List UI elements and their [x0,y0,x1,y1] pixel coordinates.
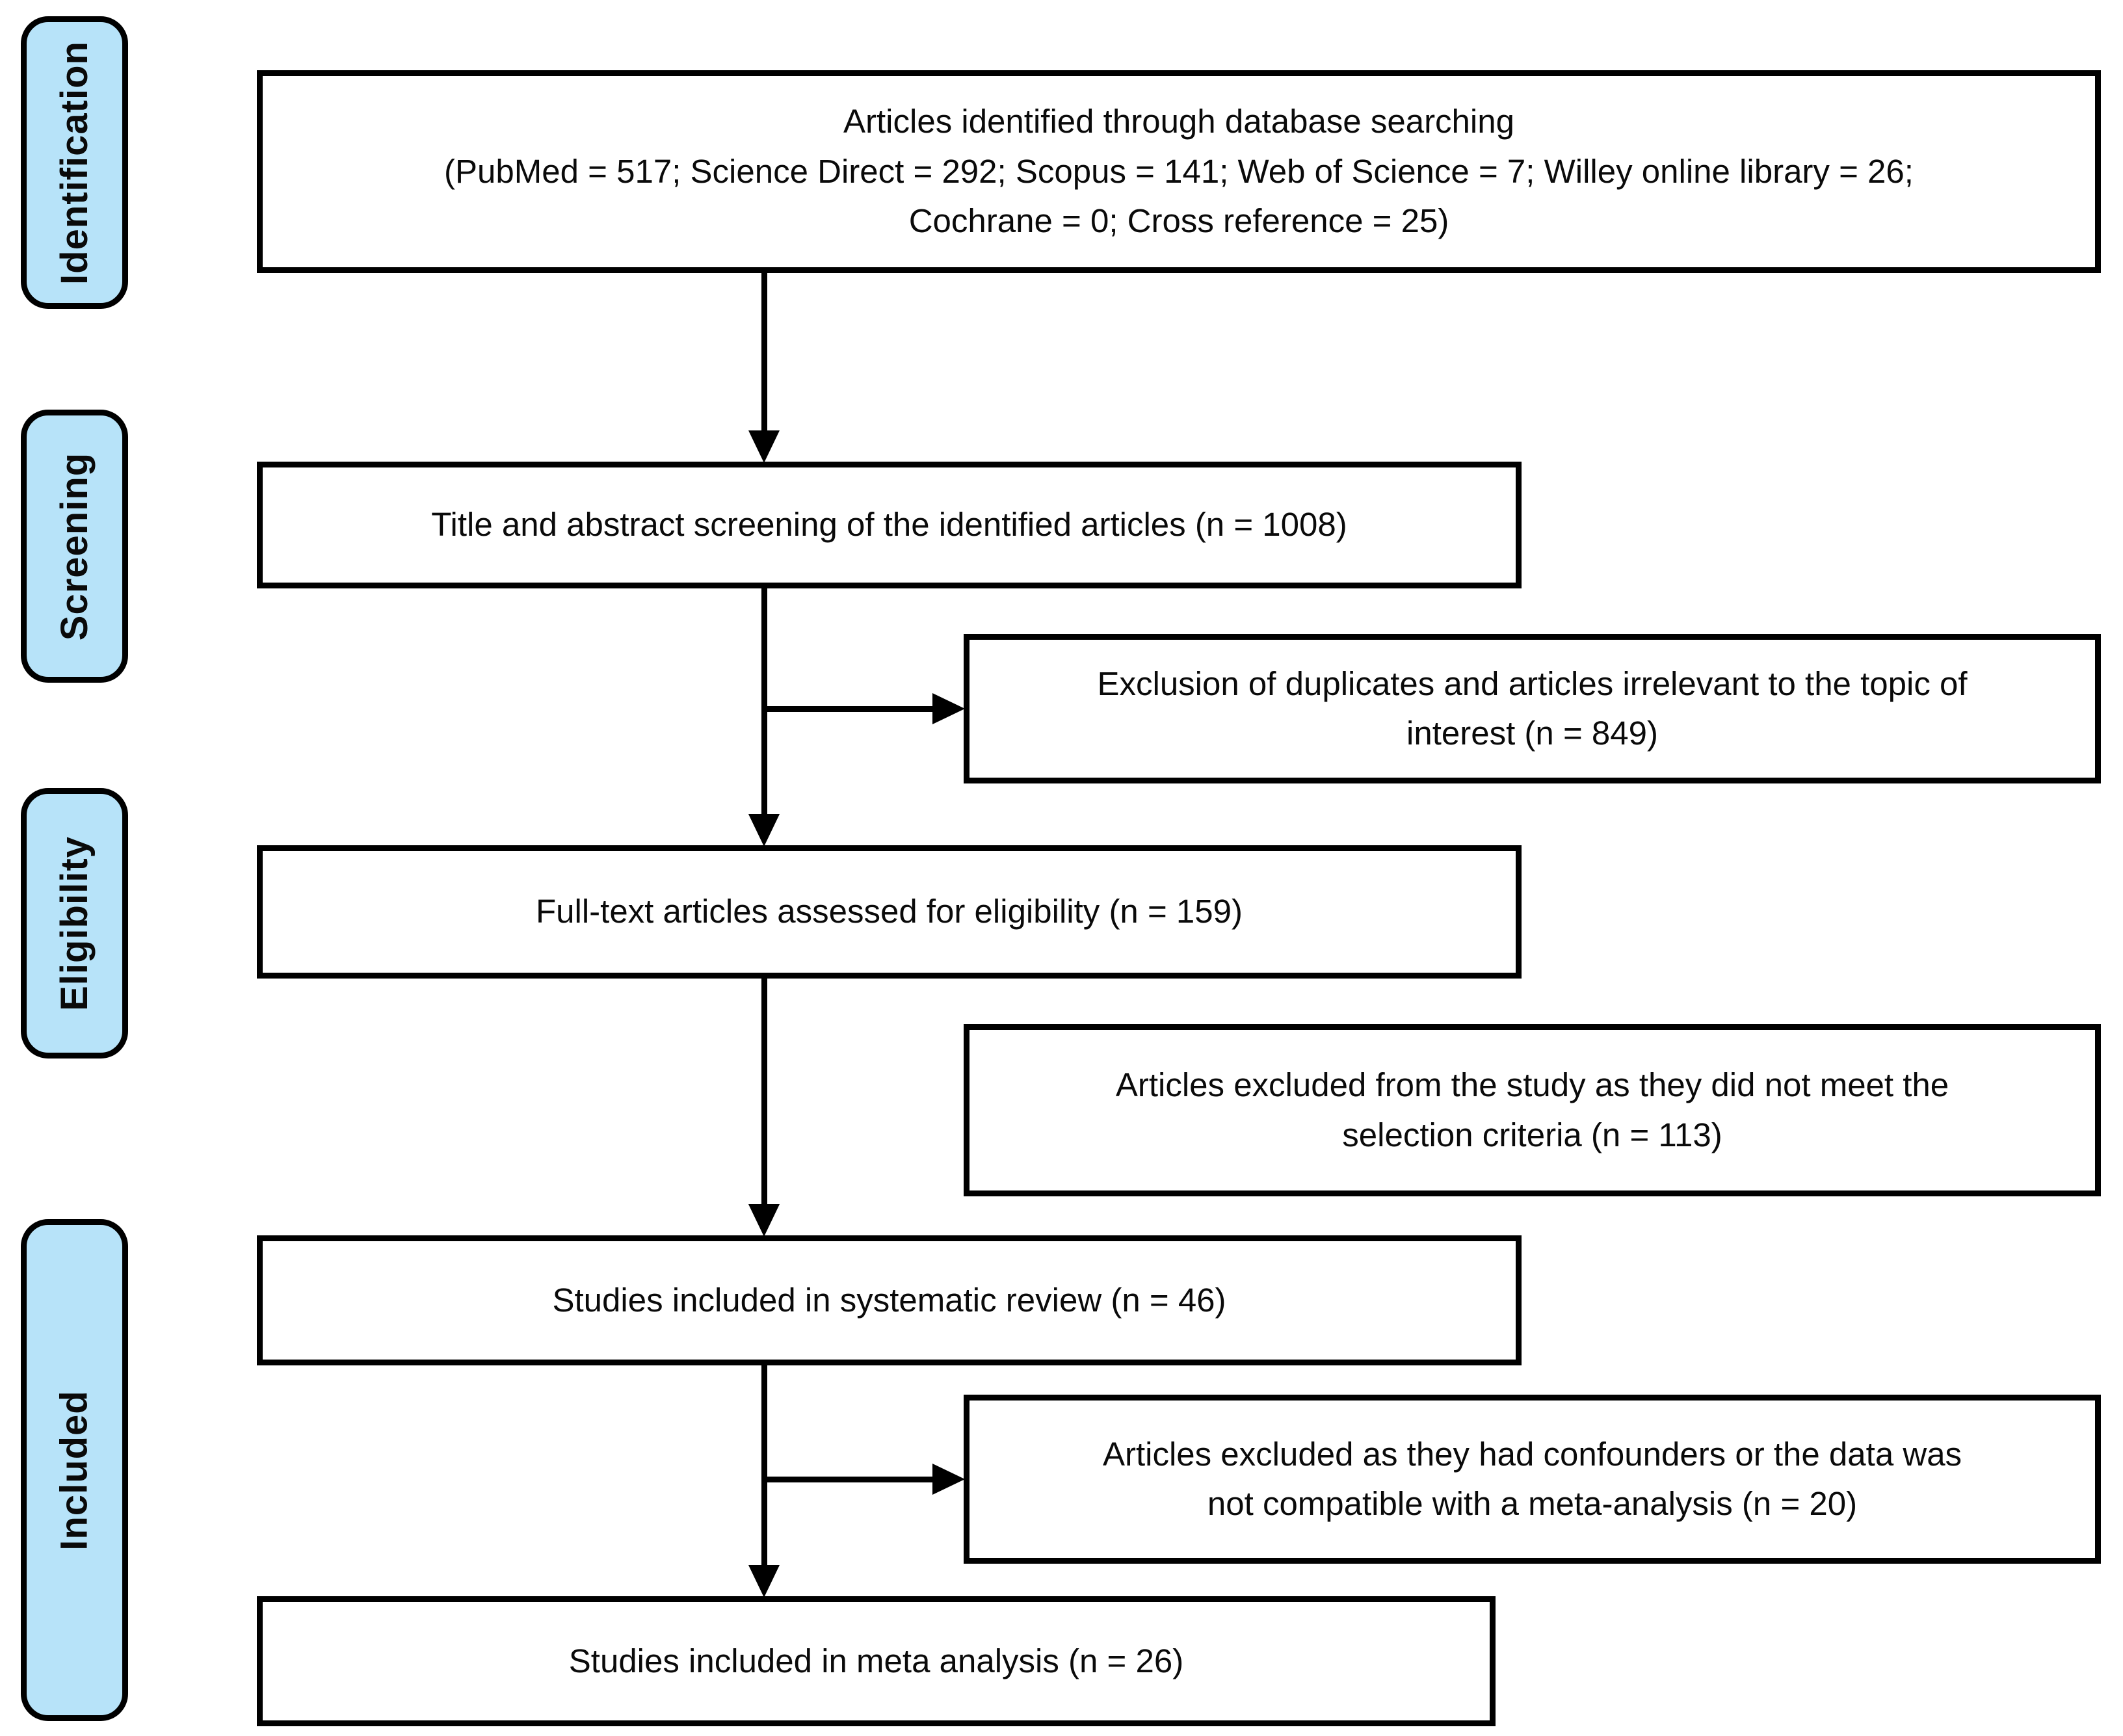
arrow-screening-to-fulltext-head-icon [748,814,780,847]
box-exclusion-confounders-text: Articles excluded as they had confounders or the data was not compatible with a meta-analysis (n = 20) [1102,1435,1962,1522]
stage-identification [21,16,128,309]
box-exclusion-duplicates [964,634,2101,783]
branch-to-exclusion-confounders-head-icon [932,1464,965,1495]
box-exclusion-duplicates-text: Exclusion of duplicates and articles irrelevant to the topic of interest (n = 849) [1097,664,1968,752]
box-systematic-review-text: Studies included in systematic review (n = 46) [552,1281,1226,1319]
box-articles-identified [257,70,2101,273]
box-systematic-review [257,1235,1522,1365]
arrow-systematic-to-meta-head-icon [748,1565,780,1598]
arrow-identified-to-screening-line [761,273,767,433]
stage-included-label: Included [53,1389,96,1551]
branch-to-exclusion-duplicates-line [764,706,934,712]
stage-screening [21,410,128,683]
box-articles-identified-title: Articles identified through database searching [843,103,1514,140]
arrow-systematic-to-meta-line [761,1365,767,1566]
stage-eligibility [21,788,128,1059]
stage-eligibility-label: Eligibility [53,835,96,1011]
box-exclusion-selection-criteria [964,1024,2101,1196]
arrow-screening-to-fulltext-line [761,588,767,817]
box-meta-analysis [257,1596,1496,1726]
stage-screening-label: Screening [53,452,96,640]
box-meta-analysis-text: Studies included in meta analysis (n = 26) [568,1642,1184,1679]
box-exclusion-confounders [964,1395,2101,1564]
box-articles-identified-detail: (PubMed = 517; Science Direct = 292; Scopus = 141; Web of Science = 7; Willey online library = 26; Cochrane = 0; Cross reference = 25) [444,152,1914,240]
arrow-fulltext-to-systematic-head-icon [748,1204,780,1237]
branch-to-exclusion-confounders-line [764,1477,934,1482]
stage-included [21,1219,128,1721]
box-title-abstract-screening-text: Title and abstract screening of the identified articles (n = 1008) [431,506,1347,544]
box-exclusion-selection-criteria-text: Articles excluded from the study as they did not meet the selection criteria (n = 113) [1115,1066,1949,1153]
stage-identification-label: Identification [53,40,96,285]
box-fulltext-assessed [257,845,1522,979]
box-fulltext-assessed-text: Full-text articles assessed for eligibility (n = 159) [535,893,1243,930]
arrow-fulltext-to-systematic-line [761,979,767,1205]
arrow-identified-to-screening-head-icon [748,430,780,463]
branch-to-exclusion-duplicates-head-icon [932,693,965,724]
box-title-abstract-screening [257,462,1522,588]
